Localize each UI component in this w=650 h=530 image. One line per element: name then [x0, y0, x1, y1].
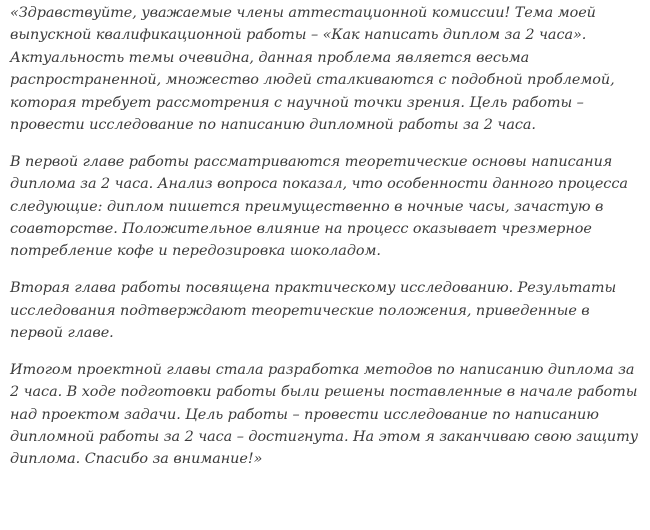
paragraph-chapter-two: Вторая глава работы посвящена практическому исследованию. Результаты исследования подтверждают теоретические положения, приведенные в первой главе. — [10, 280, 617, 342]
paragraph-chapter-one: В первой главе работы рассматриваются теоретические основы написания диплома за 2 часа. Анализ вопроса показал, что особенности данного процесса следующие: диплом пишется преимущественно в ночные часы, зачастую в соавторстве. Положительное влияние на процесс оказывает чрезмерное потребление кофе и передозировка шоколадом. — [10, 153, 628, 260]
paragraph-introduction: «Здравствуйте, уважаемые члены аттестационной комиссии! Тема моей выпускной квалификационной работы – «Как написать диплом за 2 часа». Актуальность темы очевидна, данная проблема является весьма распространенной, множество людей сталкиваются с подобной проблемой, которая требует рассмотрения с научной точки зрения. Цель работы – провести исследование по написанию дипломной работы за 2 часа. — [10, 5, 615, 134]
paragraph-conclusion: Итогом проектной главы стала разработка методов по написанию диплома за 2 часа. В ходе подготовки работы были решены поставленные в начале работы над проектом задачи. Цель работы – провести исследование по написанию дипломной работы за 2 часа – достигнута. На этом я заканчиваю свою защиту диплома. Спасибо за внимание!» — [10, 361, 639, 468]
